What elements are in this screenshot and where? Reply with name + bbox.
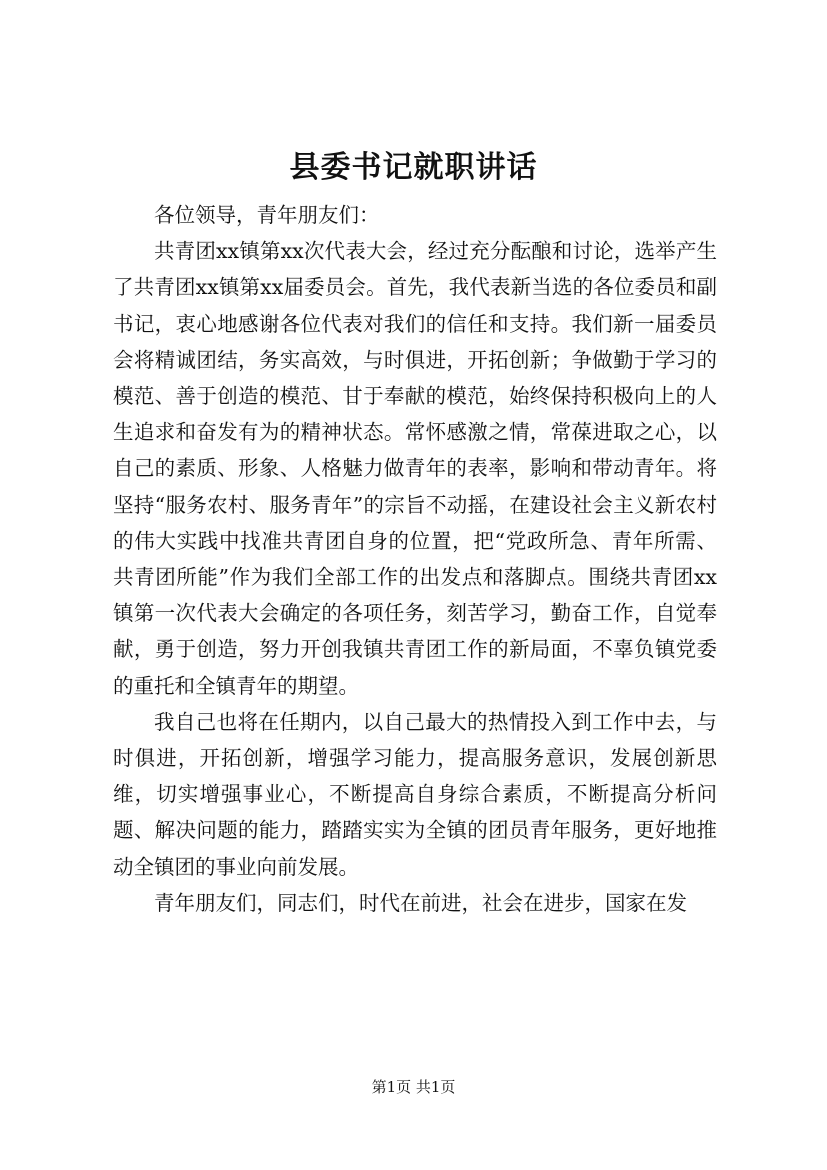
paragraph-2: 我自己也将在任期内，以自己最大的热情投入到工作中去，与时俱进，开拓创新，增强学习能力，提高服务意识，发展创新思维，切实增强事业心，不断提高自身综合素质，不断提高分析问题、解决问题的能力，踏踏实实为全镇的团员青年服务，更好地推动全镇团的事业向前发展。 (113, 709, 717, 879)
page-footer: 第1页 共1页 (371, 1078, 456, 1096)
paragraph-1: 共青团xx镇第xx次代表大会，经过充分酝酿和讨论，选举产生了共青团xx镇第xx届委员会。首先，我代表新当选的各位委员和副书记，衷心地感谢各位代表对我们的信任和支持。我们新一届委员会将精诚团结，务实高效，与时俱进，开拓创新；争做勤于学习的模范、善于创造的模范、甘于奉献的模范，始终保持积极向上的人生追求和奋发有为的精神状态。常怀感激之情，常葆进取之心，以自己的素质、形象、人格魅力做青年的表率，影响和带动青年。将坚持“服务农村、服务青年”的宗旨不动摇，在建设社会主义新农村的伟大实践中找准共青团自身的位置，把“党政所急、青年所需、共青团所能”作为我们全部工作的出发点和落脚点。围绕共青团xx镇第一次代表大会确定的各项任务，刻苦学习，勤奋工作，自觉奉献，勇于创造，努力开创我镇共青团工作的新局面，不辜负镇党委的重托和全镇青年的期望。 (113, 239, 717, 698)
document-body (113, 197, 717, 921)
paragraph-salutation: 各位领导，青年朋友们： (154, 203, 380, 227)
document-title: 县委书记就职讲话 (289, 150, 538, 185)
paragraph-3: 青年朋友们，同志们，时代在前进，社会在进步，国家在发 (154, 890, 687, 915)
